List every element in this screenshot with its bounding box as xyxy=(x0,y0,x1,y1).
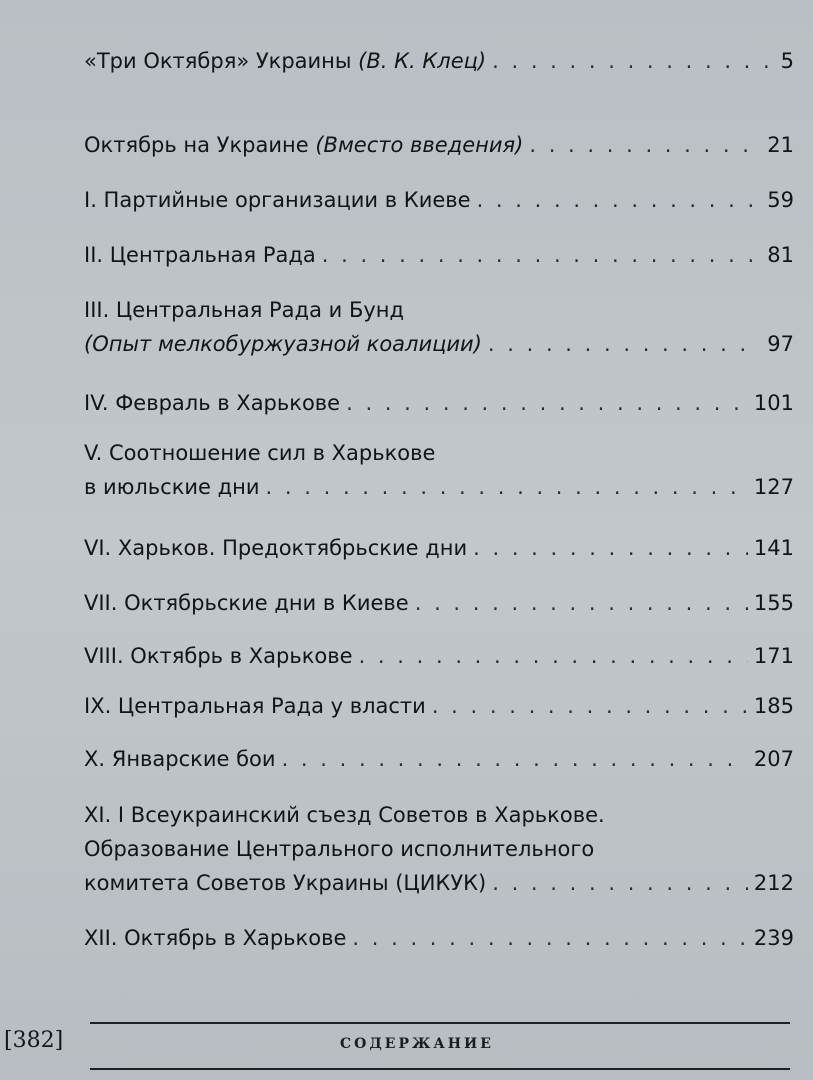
footer-rule-top xyxy=(90,1022,790,1024)
page-number: 5 xyxy=(780,49,794,73)
toc-entry[interactable] xyxy=(84,183,794,217)
leader-dots xyxy=(322,238,762,272)
toc-entry[interactable] xyxy=(84,531,794,565)
entry-title: V. Соотношение сил в Харькове xyxy=(84,441,436,465)
page-number: 81 xyxy=(767,243,794,267)
page-number: 21 xyxy=(767,133,794,157)
page-number: 207 xyxy=(753,747,794,771)
page-number: 59 xyxy=(767,188,794,212)
toc-entry[interactable] xyxy=(84,44,794,78)
footer-rule-bottom xyxy=(90,1068,790,1070)
toc-entry[interactable] xyxy=(84,639,794,673)
toc-entry[interactable] xyxy=(84,128,794,162)
leader-dots xyxy=(282,742,748,776)
leader-dots xyxy=(432,689,748,723)
toc-entry[interactable] xyxy=(84,921,794,955)
leader-dots xyxy=(473,531,748,565)
toc-entry[interactable] xyxy=(84,436,794,504)
entry-author: (В. К. Клец) xyxy=(358,49,487,73)
toc-entry[interactable] xyxy=(84,293,794,361)
page-folio: [382] xyxy=(4,1028,64,1053)
running-head: СОДЕРЖАНИЕ xyxy=(340,1036,494,1052)
toc-entry[interactable] xyxy=(84,742,794,776)
entry-title: Октябрь на Украине xyxy=(84,133,309,157)
entry-title: IV. Февраль в Харькове xyxy=(84,391,341,415)
page-number: 239 xyxy=(753,926,794,950)
entry-title: II. Центральная Рада xyxy=(84,243,316,267)
leader-dots xyxy=(488,327,761,361)
toc-entry[interactable] xyxy=(84,798,794,900)
toc-entry[interactable] xyxy=(84,386,794,420)
entry-subtitle: (Опыт мелкобуржуазной коалиции) xyxy=(84,332,482,356)
leader-dots xyxy=(359,639,748,673)
page-number: 97 xyxy=(767,332,794,356)
leader-dots xyxy=(492,44,775,78)
page-number: 141 xyxy=(753,536,794,560)
entry-subtitle: в июльские дни xyxy=(84,475,260,499)
entry-title-line2: Образование Центрального исполнительного xyxy=(84,837,595,861)
entry-title: X. Январские бои xyxy=(84,747,276,771)
leader-dots xyxy=(492,866,748,900)
entry-title-line3: комитета Советов Украины (ЦИКУК) xyxy=(84,871,487,895)
page-number: 212 xyxy=(753,871,794,895)
entry-title: IX. Центральная Рада у власти xyxy=(84,694,426,718)
page-number: 155 xyxy=(753,591,794,615)
leader-dots xyxy=(352,921,748,955)
entry-title: XI. I Всеукраинский съезд Советов в Харькове. xyxy=(84,803,605,827)
entry-author: (Вместо введения) xyxy=(315,133,524,157)
page-number: 171 xyxy=(753,644,794,668)
leader-dots xyxy=(346,386,748,420)
leader-dots xyxy=(529,128,761,162)
entry-title: VI. Харьков. Предоктябрьские дни xyxy=(84,536,468,560)
toc-entry[interactable] xyxy=(84,238,794,272)
toc-entry[interactable] xyxy=(84,689,794,723)
entry-title: VII. Октябрьские дни в Киеве xyxy=(84,591,409,615)
entry-title: III. Центральная Рада и Бунд xyxy=(84,298,405,322)
entry-title: XII. Октябрь в Харькове xyxy=(84,926,347,950)
leader-dots xyxy=(266,470,748,504)
leader-dots xyxy=(415,586,748,620)
page-number: 101 xyxy=(753,391,794,415)
leader-dots xyxy=(477,183,762,217)
entry-title: VIII. Октябрь в Харькове xyxy=(84,644,353,668)
toc-entry[interactable] xyxy=(84,586,794,620)
page-number: 127 xyxy=(753,475,794,499)
entry-title: I. Партийные организации в Киеве xyxy=(84,188,471,212)
page-number: 185 xyxy=(753,694,794,718)
entry-title: «Три Октября» Украины xyxy=(84,49,352,73)
